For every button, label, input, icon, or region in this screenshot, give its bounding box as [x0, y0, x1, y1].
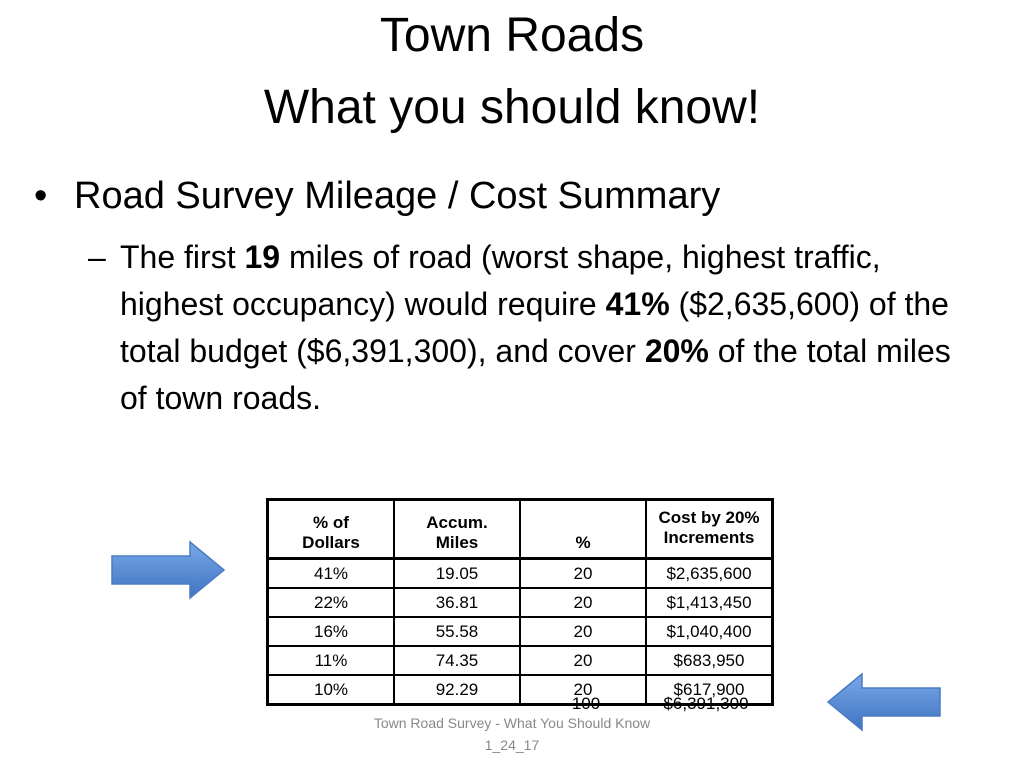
header-dollars: % of Dollars [268, 500, 395, 559]
table-cell: 36.81 [394, 588, 520, 617]
table-cell: $2,635,600 [646, 559, 773, 589]
table-cell: $617,900 [646, 675, 773, 705]
bullet-dot-icon: • [34, 175, 48, 217]
title-line-1: Town Roads [379, 9, 645, 62]
table-cell: $1,413,450 [646, 588, 773, 617]
table-cell: 92.29 [394, 675, 520, 705]
table-cell: 20 [520, 675, 646, 705]
dash-icon: – [88, 239, 106, 275]
table-cell: 16% [268, 617, 395, 646]
table-cell: 19.05 [394, 559, 520, 589]
table-cell: 22% [268, 588, 395, 617]
table-cell: $683,950 [646, 646, 773, 675]
slide-footer [352, 712, 672, 756]
table-cell: 20 [520, 617, 646, 646]
total-percent: 100 [571, 694, 601, 713]
table-cell: 11% [268, 646, 395, 675]
slide-title [0, 0, 1024, 144]
table-cell: $1,040,400 [646, 617, 773, 646]
sub-bold-1: 19 [244, 239, 281, 275]
sub-bold-3: 20% [644, 333, 709, 369]
table-row [268, 617, 773, 646]
table-row [268, 559, 773, 589]
right-arrow-icon [110, 540, 226, 600]
sub-bold-2: 41% [605, 286, 670, 322]
bullet-heading-text: Road Survey Mileage / Cost Summary [74, 175, 721, 217]
sub-text-2: miles of road (worst shape, highest traffic, highest occupancy) would require [120, 239, 881, 322]
sub-text-3: ($2,635,600) of the total budget ($6,391,300), and cover [120, 286, 949, 369]
table-cell: 20 [520, 646, 646, 675]
table-cell: 74.35 [394, 646, 520, 675]
header-miles: Accum. Miles [394, 500, 520, 559]
table-cell: 10% [268, 675, 395, 705]
header-percent: % [520, 500, 646, 559]
total-cost: $6,391,300 [663, 694, 749, 713]
sub-bullet [88, 234, 980, 422]
left-arrow-icon [826, 672, 942, 732]
header-cost: Cost by 20% Increments [646, 500, 773, 559]
bullet-heading [34, 170, 994, 222]
table-cell: 20 [520, 559, 646, 589]
sub-text-1: The first [120, 239, 245, 275]
table-cell: 20 [520, 588, 646, 617]
title-line-2: What you should know! [263, 81, 761, 134]
table-cell: 55.58 [394, 617, 520, 646]
sub-text-4: of the total miles of town roads. [120, 333, 951, 416]
footer-line-2: 1_24_17 [484, 737, 540, 753]
table-row [268, 588, 773, 617]
cost-summary-table [266, 498, 774, 706]
footer-line-1: Town Road Survey - What You Should Know [373, 715, 651, 731]
table-cell: 41% [268, 559, 395, 589]
table-row [268, 646, 773, 675]
